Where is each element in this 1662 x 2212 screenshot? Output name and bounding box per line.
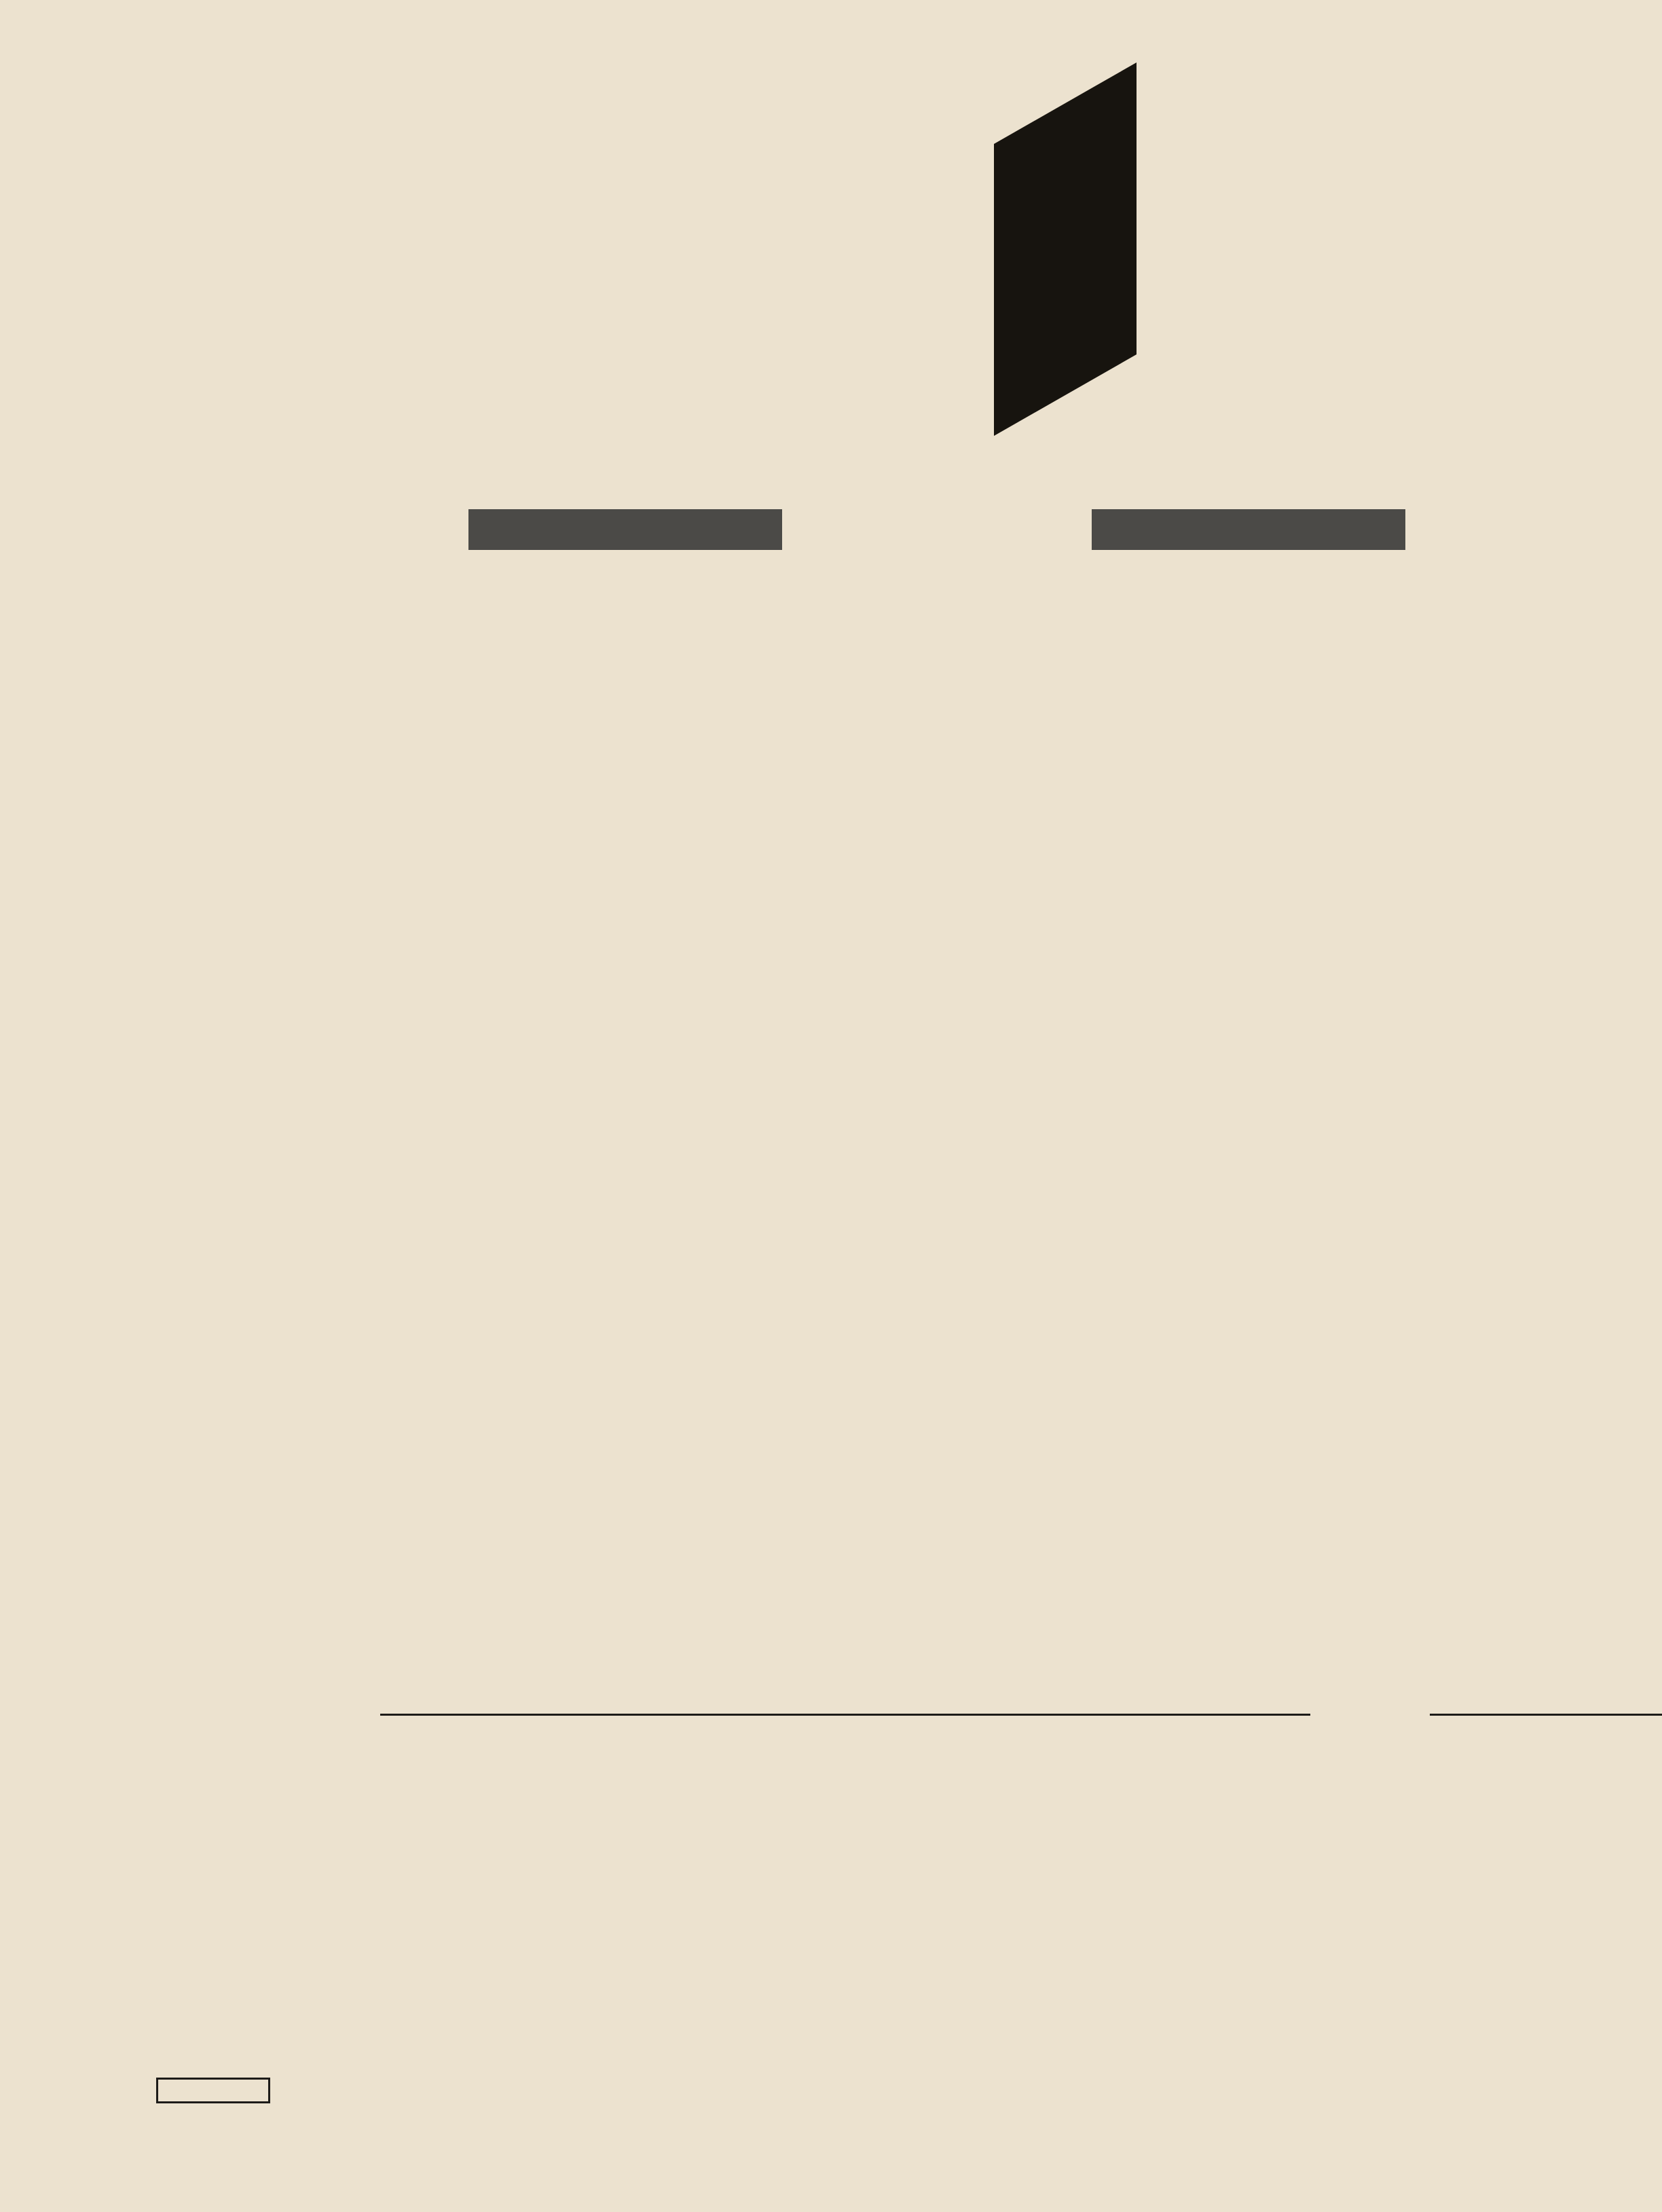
bimbi-rule: [380, 1714, 1662, 1716]
avvocato-heading: [468, 509, 782, 550]
bellezza-heading: [1092, 509, 1405, 550]
bimbi-title: [1310, 1696, 1430, 1731]
noi-donne-logo: [994, 62, 1137, 436]
newspaper-clipping: [836, 61, 991, 428]
end-label: [156, 2078, 270, 2103]
